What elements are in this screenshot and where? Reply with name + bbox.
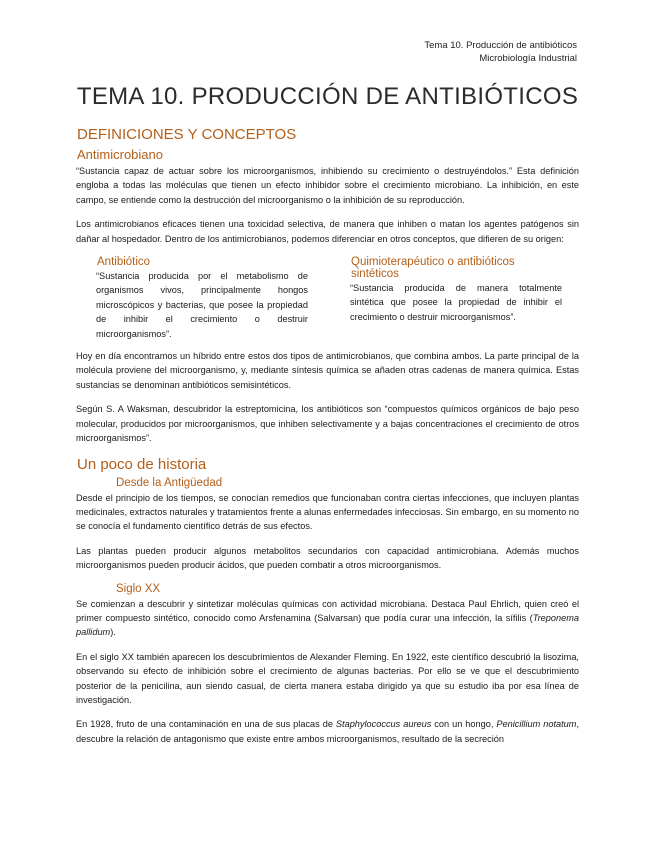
subheading-quimioterapeutico: Quimioterapéutico o antibióticos sintéticos: [351, 256, 515, 281]
definition-antibiotico: “Sustancia producida por el metabolismo de organismos vivos, principalmente hongos microscópicos y bacterias, que posee la propiedad de inhibir el crecimiento o destruir microorganismos”.: [96, 271, 308, 339]
definition-columns: [96, 256, 562, 341]
definition-quimioterapeutico: “Sustancia producida de manera totalmente sintética que posee la propiedad de inhibir el crecimiento o destruir microorganismos”.: [350, 283, 562, 322]
page-title: TEMA 10. PRODUCCIÓN DE ANTIBIÓTICOS: [76, 83, 579, 110]
paragraph-fleming-lisozima: En el siglo XX también aparecen los descubrimientos de Alexander Fleming. En 1922, este científico descubrió la lisozima, observando su efecto de inhibición sobre el crecimiento de algunas bacterias. Por ello se ve que el descubrimiento posterior de la penicilina, aun siendo casual, de cierta manera estaba dirigido ya que su estudio iba por esa línea de investigación.: [76, 651, 579, 705]
text-1928-a: En 1928, fruto de una contaminación en una de sus placas de: [76, 719, 336, 730]
paragraph-remedios: Desde el principio de los tiempos, se conocían remedios que funcionaban contra ciertas infecciones, que incluyen plantas medicinales, extractos naturales y tratamientos frente a alunas enfermedades infecciosas. Sin embargo, en su momento no se conocía el fundamento científico detrás de sus efectos.: [76, 492, 579, 532]
paragraph-plantas: Las plantas pueden producir algunos metabolitos secundarios con capacidad antimicrobiana. Además muchos microorganismos pueden producir ácidos, que pueden combatir a otros microorganismos.: [76, 545, 579, 571]
running-header: [424, 39, 577, 65]
section-heading-definiciones: DEFINICIONES Y CONCEPTOS: [77, 126, 297, 143]
subheading-antimicrobiano: Antimicrobiano: [77, 147, 163, 162]
section-heading-historia: Un poco de historia: [77, 455, 207, 473]
paragraph-semisinteticos: Hoy en día encontramos un híbrido entre estos dos tipos de antimicrobianos, que combina ambos. La parte principal de la molécula proviene del microorganismo, y, mediante síntesis química se añaden otras cadenas de manera química. Estas sustancias se denominan antibióticos semisintéticos.: [76, 351, 579, 390]
header-topic: Tema 10. Producción de antibióticos: [424, 40, 577, 51]
text-1928-c: , descubre la relación de antagonismo que existe entre ambos microorganismos, resultado de la secreción: [76, 719, 579, 744]
subheading-antibiotico: Antibiótico: [97, 256, 151, 269]
text-penicillium: Penicillium notatum: [496, 719, 577, 730]
document-body: [76, 126, 579, 756]
subheading-antiguedad: Desde la Antigüedad: [116, 476, 223, 489]
header-course: Microbiología Industrial: [479, 53, 577, 64]
paragraph-waksman: Según S. A Waksman, descubridor la estreptomicina, los antibióticos son “compuestos químicos orgánicos de bajo peso molecular, producidos por microorganismos, que inhiben selectivamente y a bajas concentraciones el crecimiento de otros microorganismos”.: [76, 404, 579, 444]
column-antibiotico: [96, 256, 308, 341]
subheading-siglo-xx: Siglo XX: [116, 582, 161, 595]
text-ehrlich-b: ).: [110, 627, 116, 638]
text-ehrlich-a: Se comienzan a descubrir y sintetizar moléculas químicas con actividad microbiana. Destaca Paul Ehrlich, quien creó el primer compuesto sintético, conocido como Arsfenamina (Salvarsan) que podía curar una infección, la sífilis (: [76, 598, 579, 623]
text-treponema: Treponema pallidum: [76, 612, 579, 638]
text-1928-b: con un hongo,: [431, 719, 497, 730]
column-quimioterapeutico: [350, 256, 562, 341]
paragraph-ehrlich: [76, 597, 579, 640]
text-staphylococcus: Staphylococcus aureus: [335, 719, 432, 730]
paragraph-toxicidad: Los antimicrobianos eficaces tienen una toxicidad selectiva, de manera que inhiben o matan los agentes patógenos sin dañar al hospedador. Dentro de los antimicrobianos, podemos diferenciar en otros conceptos, que difieren de su origen:: [76, 219, 579, 244]
paragraph-fleming-1928: [76, 717, 579, 746]
paragraph-antimicrobiano-def: “Sustancia capaz de actuar sobre los microorganismos, inhibiendo su crecimiento o destruyéndolos.” Esta definición engloba a todas las moléculas que tienen un efecto inhibidor sobre el crecimiento microbiano. La inhibición, en este campo, se entiende como la destrucción del microorganismo o la inhibición de su reproducción.: [76, 166, 579, 205]
